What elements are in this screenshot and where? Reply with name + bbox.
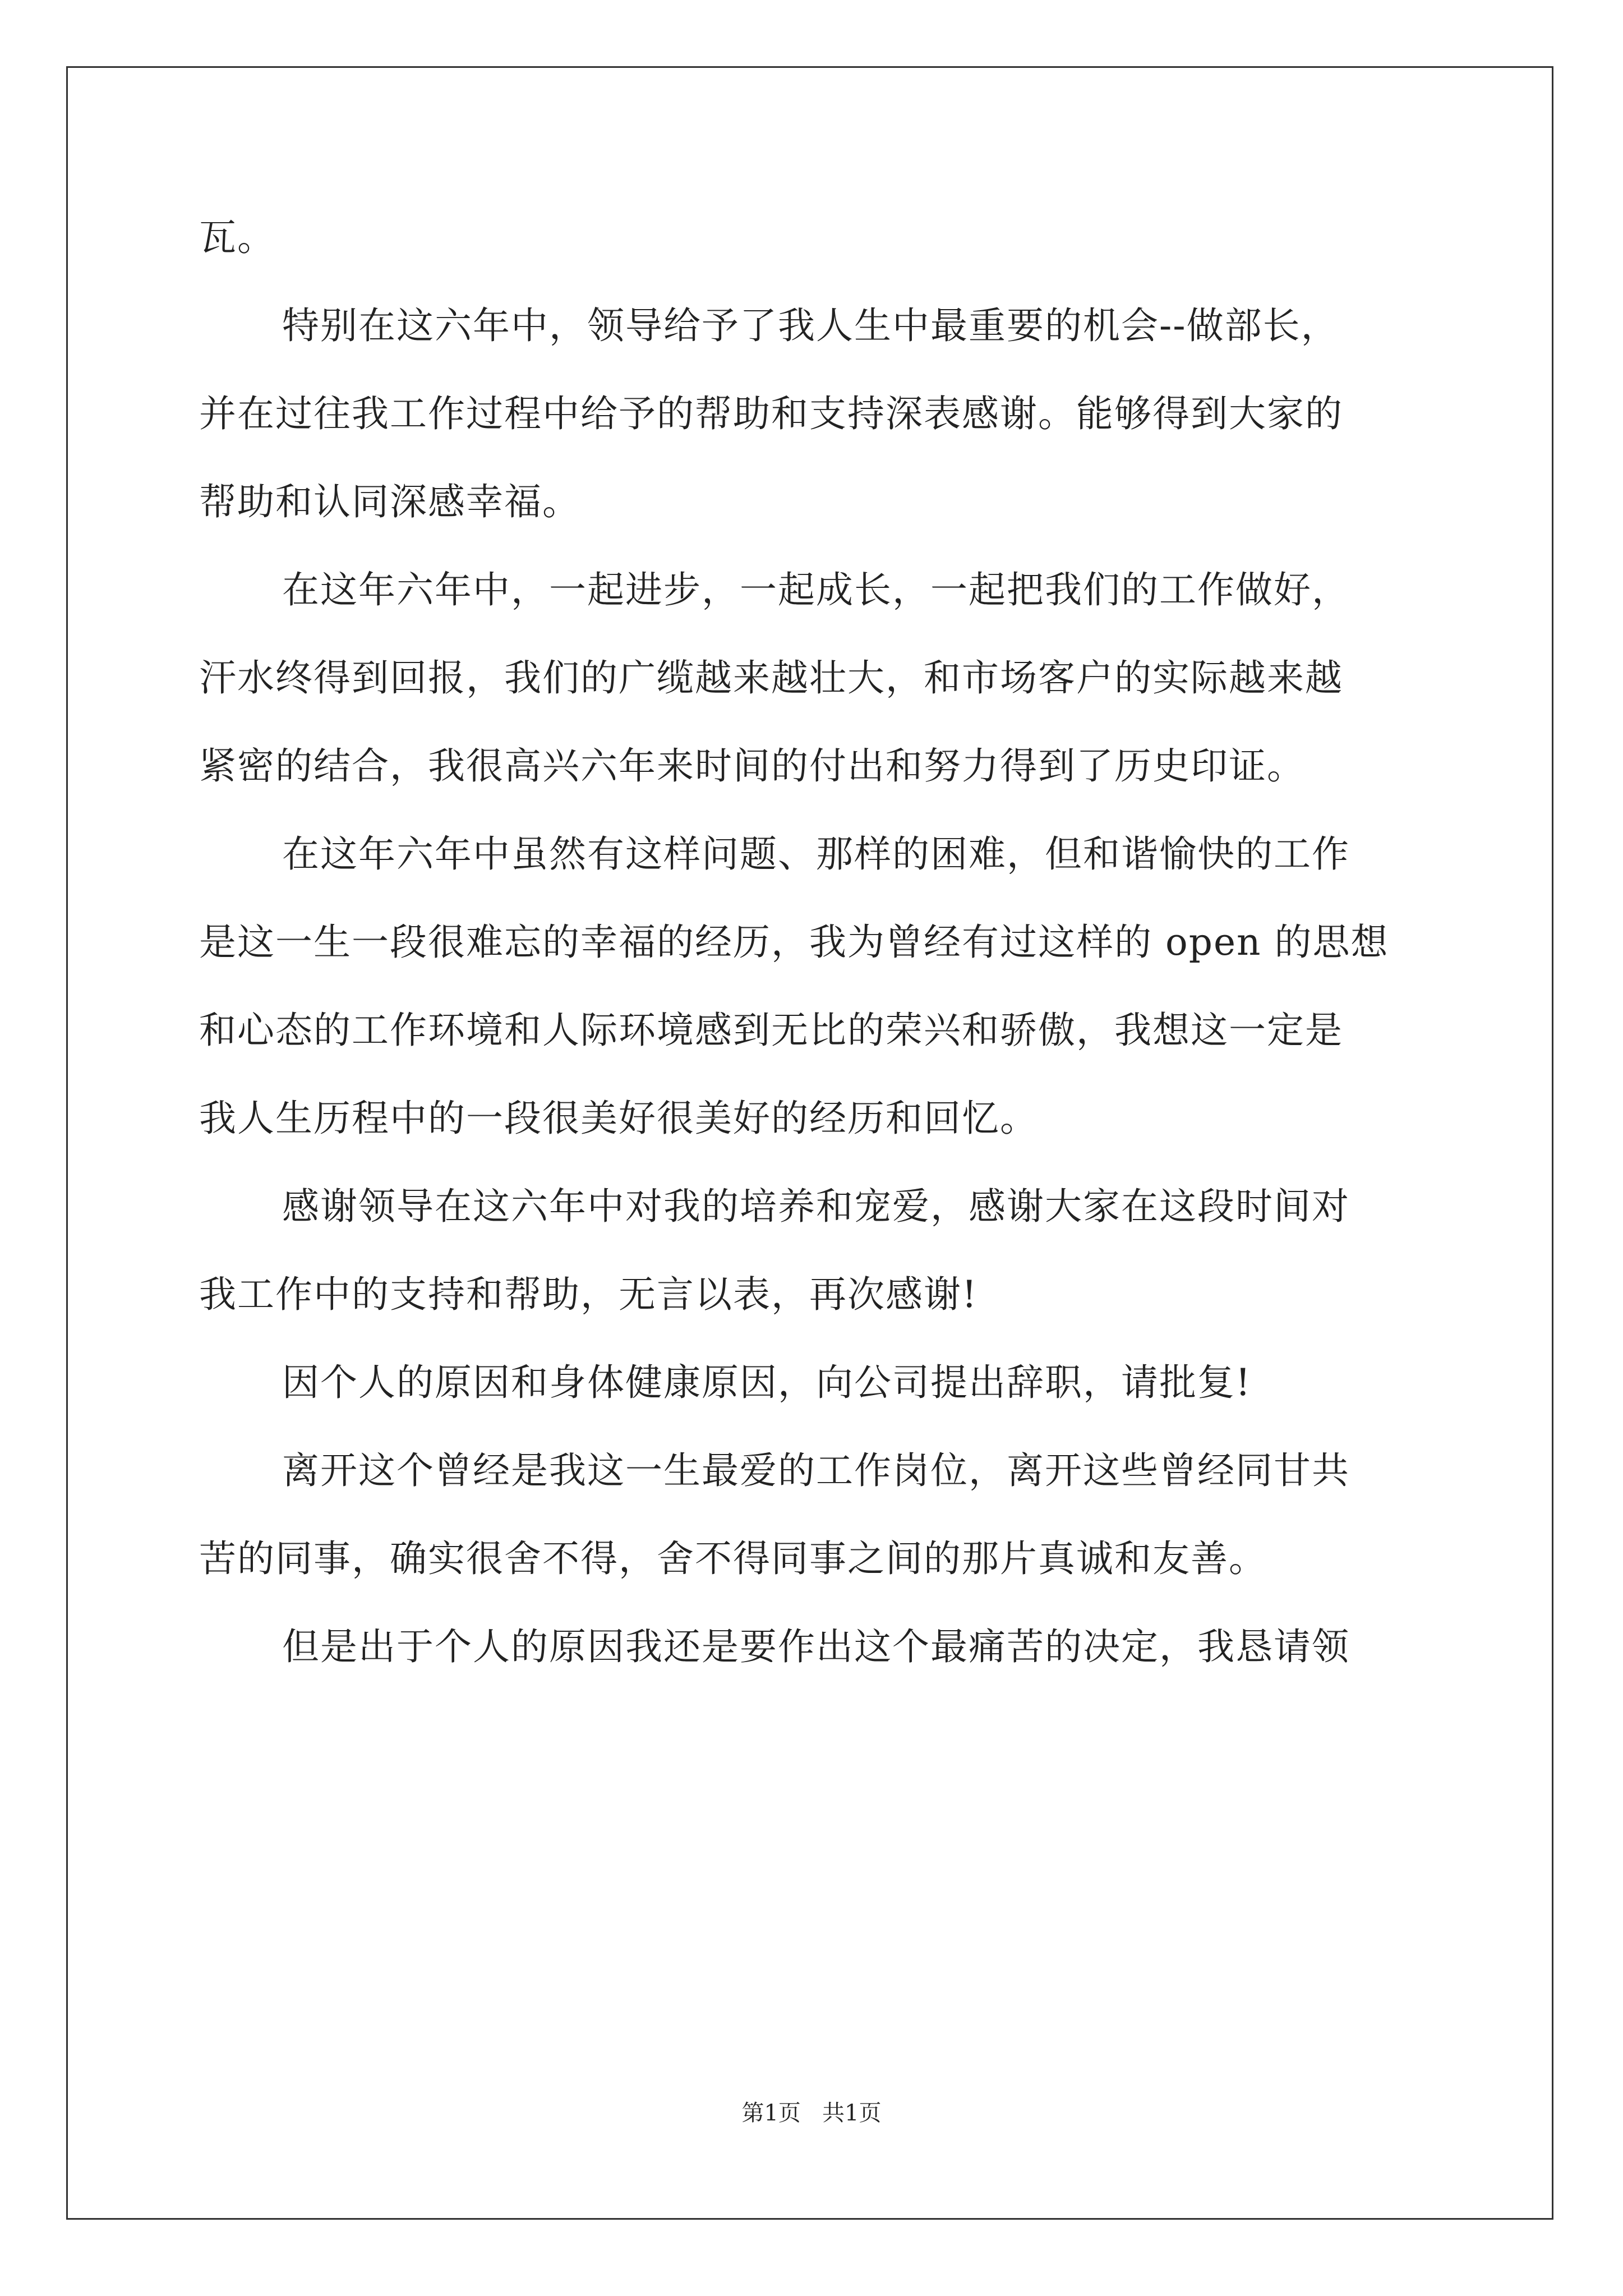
paragraph bbox=[199, 1338, 1433, 1427]
text-line: 紧密的结合，我很高兴六年来时间的付出和努力得到了历史印证。 bbox=[199, 744, 1305, 788]
page-number-footer: 第1页 共1页 bbox=[741, 2100, 882, 2126]
text-line: 并在过往我工作过程中给予的帮助和支持深表感谢。能够得到大家的 bbox=[199, 392, 1343, 435]
paragraph bbox=[199, 194, 1433, 282]
text-line: 苦的同事，确实很舍不得，舍不得同事之间的那片真诚和友善。 bbox=[199, 1537, 1267, 1580]
paragraph bbox=[199, 282, 1433, 546]
text-line: 我人生历程中的一段很美好很美好的经历和回忆。 bbox=[199, 1097, 1038, 1140]
text-line: 汗水终得到回报，我们的广缆越来越壮大，和市场客户的实际越来越 bbox=[199, 656, 1343, 700]
text-line: 是这一生一段很难忘的幸福的经历，我为曾经有过这样的 open 的思想 bbox=[199, 921, 1389, 964]
text-line: 在这年六年中虽然有这样问题、那样的困难，但和谐愉快的工作 bbox=[282, 832, 1350, 876]
paragraph bbox=[199, 546, 1433, 810]
document-body bbox=[199, 194, 1433, 1691]
text-line: 因个人的原因和身体健康原因，向公司提出辞职，请批复! bbox=[282, 1361, 1252, 1404]
text-line: 在这年六年中，一起进步，一起成长，一起把我们的工作做好， bbox=[282, 568, 1350, 611]
text-line: 特别在这六年中，领导给予了我人生中最重要的机会--做部长， bbox=[282, 304, 1339, 347]
paragraph bbox=[199, 1427, 1433, 1603]
text-line: 瓦。 bbox=[199, 216, 275, 259]
text-line: 离开这个曾经是我这一生最爱的工作岗位，离开这些曾经同甘共 bbox=[282, 1449, 1350, 1492]
text-line: 我工作中的支持和帮助，无言以表，再次感谢! bbox=[199, 1273, 978, 1316]
text-line: 感谢领导在这六年中对我的培养和宠爱，感谢大家在这段时间对 bbox=[282, 1185, 1350, 1228]
text-line: 和心态的工作环境和人际环境感到无比的荣兴和骄傲，我想这一定是 bbox=[199, 1009, 1343, 1052]
text-line: 但是出于个人的原因我还是要作出这个最痛苦的决定，我恳请领 bbox=[282, 1625, 1350, 1668]
text-line: 帮助和认同深感幸福。 bbox=[199, 480, 580, 523]
paragraph bbox=[199, 1162, 1433, 1338]
paragraph bbox=[199, 1603, 1433, 1691]
paragraph bbox=[199, 810, 1433, 1162]
